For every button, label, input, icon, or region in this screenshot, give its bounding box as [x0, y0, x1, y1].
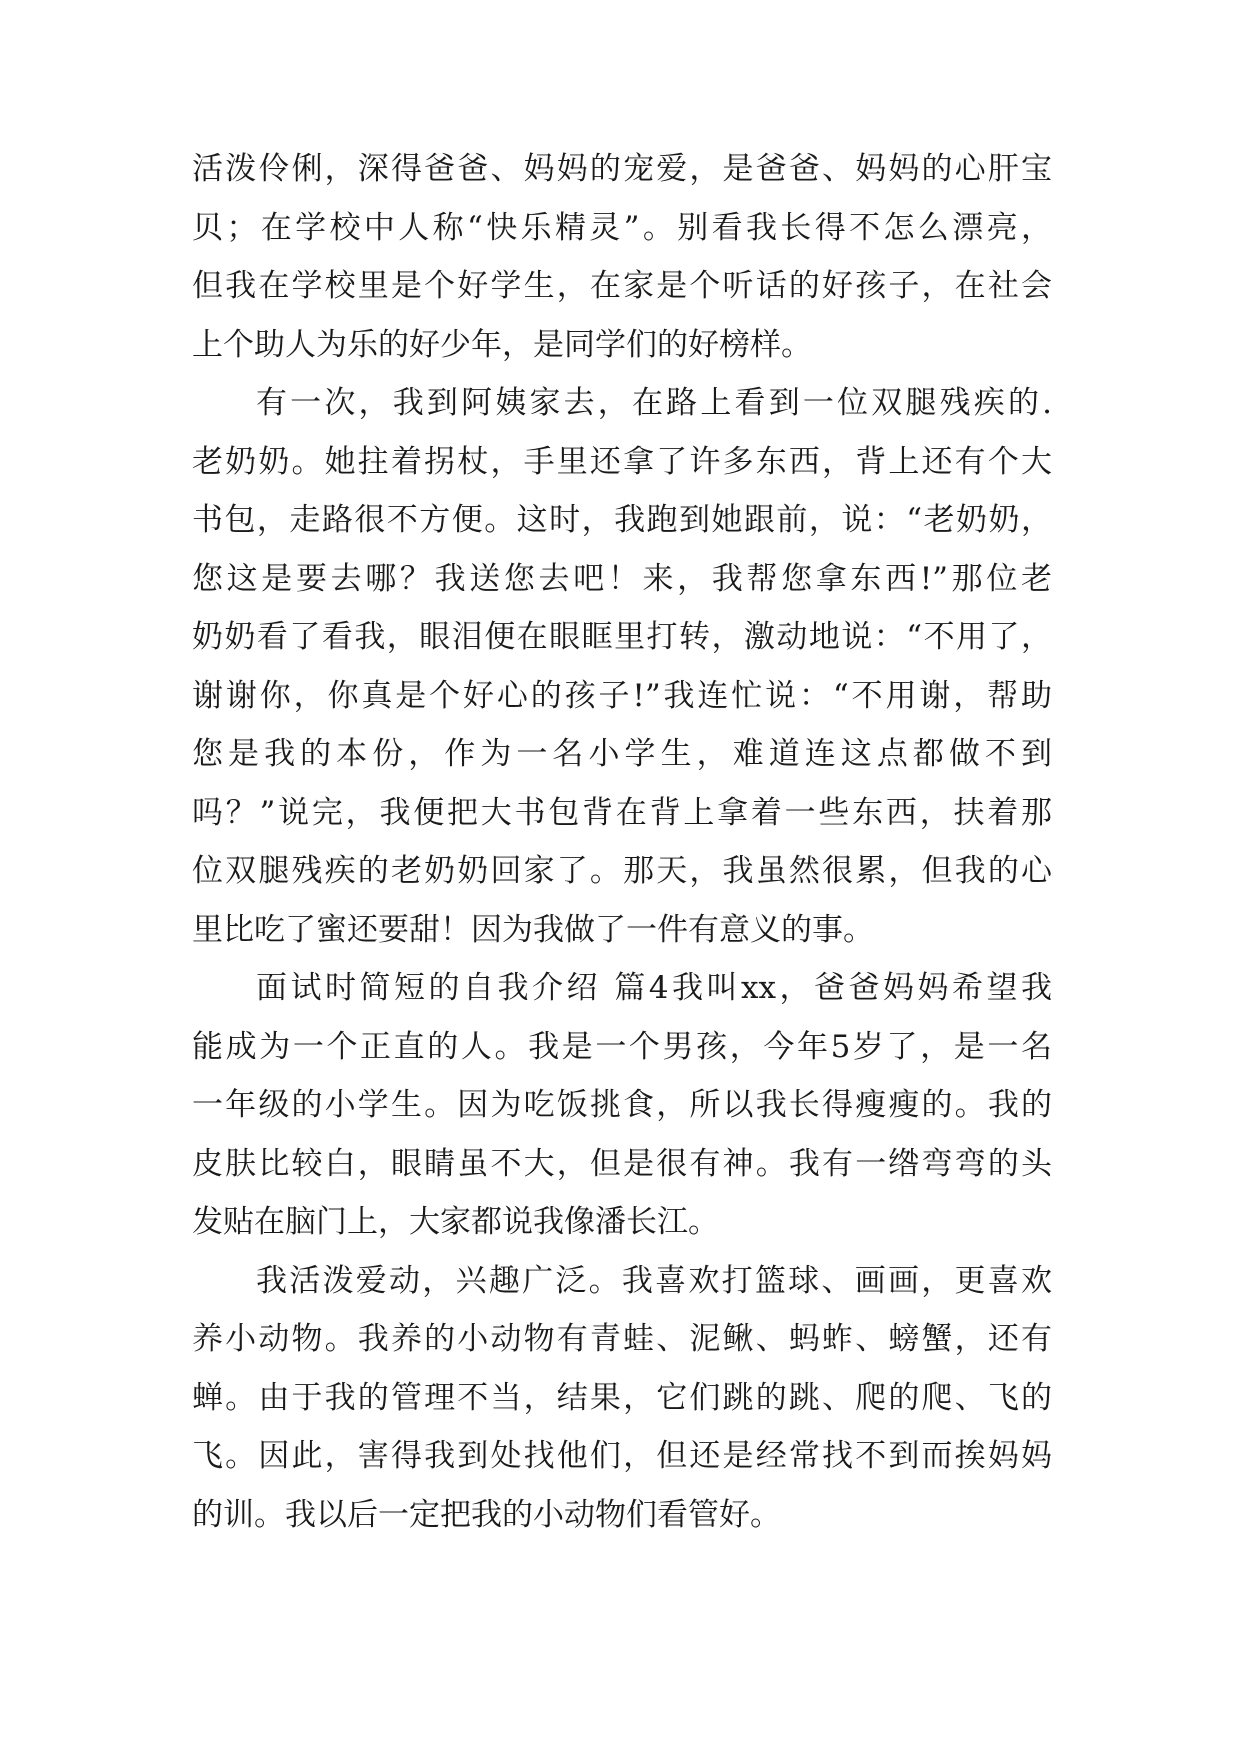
paragraph-3: [192, 959, 1052, 1252]
paragraph-2: [192, 374, 1052, 959]
text-line: 您是我的本份，作为一名小学生，难道连这点都做不到: [192, 736, 1052, 772]
text-line: 老奶奶。她拄着拐杖，手里还拿了许多东西，背上还有个大: [192, 443, 1052, 480]
text-line: 您这是要去哪？我送您去吧！来，我帮您拿东西!”那位老: [192, 560, 1052, 597]
text-line: 发贴在脑门上，大家都说我像潘长江。: [192, 1204, 719, 1240]
text-line: 上个助人为乐的好少年，是同学们的好榜样。: [192, 326, 812, 363]
text-line: 面试时简短的自我介绍 篇4我叫xx，爸爸妈妈希望我: [256, 970, 1052, 1006]
text-line: 皮肤比较白，眼睛虽不大，但是很有神。我有一绺弯弯的头: [192, 1145, 1052, 1182]
paragraph-1: [192, 140, 1052, 374]
text-line: 里比吃了蜜还要甜！因为我做了一件有意义的事。: [192, 911, 874, 948]
paragraph-4: [192, 1252, 1052, 1545]
text-line: 书包，走路很不方便。这时，我跑到她跟前，说：“老奶奶，: [192, 502, 1052, 538]
text-line: 蝉。由于我的管理不当，结果，它们跳的跳、爬的爬、飞的: [192, 1379, 1052, 1416]
text-line: 吗？”说完，我便把大书包背在背上拿着一些东西，扶着那: [192, 794, 1052, 831]
text-line: 能成为一个正直的人。我是一个男孩，今年5岁了，是一名: [192, 1028, 1052, 1065]
text-line: 有一次，我到阿姨家去，在路上看到一位双腿残疾的.: [256, 385, 1052, 421]
text-line: 奶奶看了看我，眼泪便在眼眶里打转，激动地说：“不用了，: [192, 619, 1052, 655]
text-line: 养小动物。我养的小动物有青蛙、泥鳅、蚂蚱、螃蟹，还有: [192, 1321, 1052, 1357]
text-line: 谢谢你，你真是个好心的孩子!”我连忙说：“不用谢，帮助: [192, 677, 1052, 714]
text-line: 一年级的小学生。因为吃饭挑食，所以我长得瘦瘦的。我的: [192, 1087, 1052, 1123]
text-line: 贝；在学校中人称“快乐精灵”。别看我长得不怎么漂亮，: [192, 209, 1052, 246]
text-line: 的训。我以后一定把我的小动物们看管好。: [192, 1496, 781, 1533]
text-line: 但我在学校里是个好学生，在家是个听话的好孩子，在社会: [192, 268, 1052, 304]
text-line: 位双腿残疾的老奶奶回家了。那天，我虽然很累，但我的心: [192, 853, 1052, 889]
text-line: 飞。因此，害得我到处找他们，但还是经常找不到而挨妈妈: [192, 1438, 1052, 1474]
text-line: 我活泼爱动，兴趣广泛。我喜欢打篮球、画画，更喜欢: [256, 1262, 1052, 1299]
document-body: [192, 140, 1052, 1544]
text-line: 活泼伶俐，深得爸爸、妈妈的宠爱，是爸爸、妈妈的心肝宝: [192, 151, 1052, 187]
